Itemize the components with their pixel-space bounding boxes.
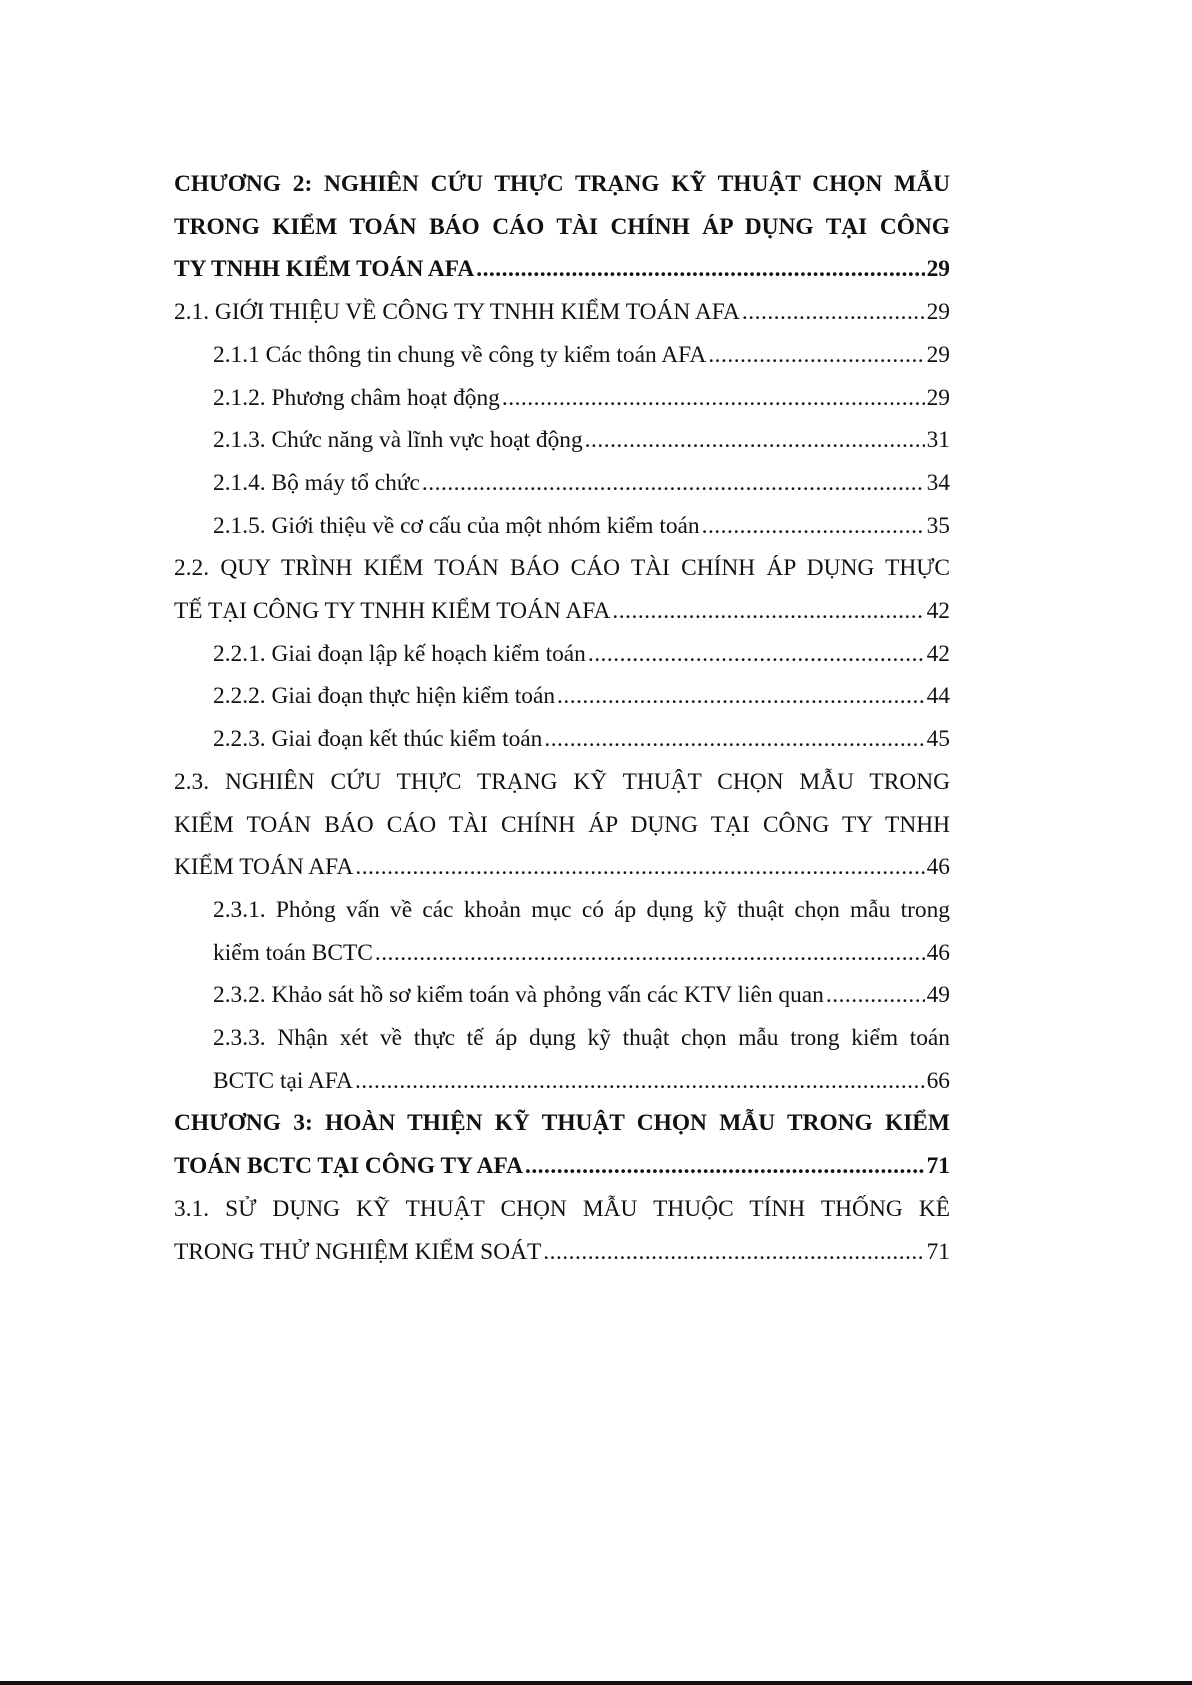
toc-entry-last-line <box>213 377 950 420</box>
toc-entry-last-line <box>213 419 950 462</box>
toc-entry[interactable] <box>213 675 950 718</box>
toc-entry-last-line <box>174 590 950 633</box>
toc-entry-last-line <box>213 334 950 377</box>
toc-entry[interactable] <box>174 291 950 334</box>
toc-entry-title-line: CHƯƠNG 2: NGHIÊN CỨU THỰC TRẠNG KỸ THUẬT CHỌN MẪU <box>174 171 950 197</box>
toc-entry-title: 2.1.2. Phương châm hoạt động <box>213 384 500 411</box>
page-bottom-rule <box>0 1681 1192 1685</box>
toc-entry-last-line <box>213 974 950 1017</box>
toc-entry-title: BCTC tại AFA <box>213 1067 353 1094</box>
toc-entry-title-line: 3.1. SỬ DỤNG KỸ THUẬT CHỌN MẪU THUỘC TÍNH THỐNG KÊ <box>174 1195 950 1222</box>
toc-entry-title-line: 2.3. NGHIÊN CỨU THỰC TRẠNG KỸ THUẬT CHỌN MẪU TRONG <box>174 768 950 795</box>
toc-entry-last-line <box>213 633 950 676</box>
toc-entry-page-number: 29 <box>926 384 950 411</box>
toc-entry-page-number: 71 <box>926 1238 950 1265</box>
dot-leader <box>826 974 925 1017</box>
toc-entry-title: 2.2.3. Giai đoạn kết thúc kiểm toán <box>213 726 543 753</box>
dot-leader <box>525 1145 925 1188</box>
toc-entry[interactable] <box>213 334 950 377</box>
toc-entry-title: KIỂM TOÁN AFA <box>174 854 354 881</box>
toc-entry-page-number: 29 <box>926 299 950 326</box>
toc-entry[interactable] <box>174 761 950 889</box>
toc-entry-page-number: 29 <box>926 256 950 283</box>
dot-leader <box>544 718 924 761</box>
dot-leader <box>708 334 924 377</box>
toc-entry-last-line <box>174 846 950 889</box>
toc-entry-title-line: 2.3.1. Phỏng vấn về các khoản mục có áp dụng kỹ thuật chọn mẫu trong <box>213 896 950 923</box>
toc-entry-last-line <box>213 505 950 548</box>
toc-entry-title: 2.1.5. Giới thiệu về cơ cấu của một nhóm kiểm toán <box>213 512 700 539</box>
toc-entry-title: TRONG THỬ NGHIỆM KIỂM SOÁT <box>174 1238 542 1265</box>
toc-entry[interactable] <box>213 718 950 761</box>
toc-entry-title: 2.3.2. Khảo sát hồ sơ kiểm toán và phỏng vấn các KTV liên quan <box>213 982 824 1009</box>
dot-leader <box>476 248 924 291</box>
toc-entry-title: 2.1. GIỚI THIỆU VỀ CÔNG TY TNHH KIỂM TOÁN AFA <box>174 299 740 326</box>
toc-entry[interactable] <box>174 1102 950 1187</box>
toc-entry-page-number: 71 <box>926 1153 950 1180</box>
toc-entry-last-line <box>213 718 950 761</box>
toc-entry-page-number: 45 <box>926 726 950 753</box>
toc-entry-title: TY TNHH KIỂM TOÁN AFA <box>174 256 475 283</box>
toc-entry-title-line: 2.3.3. Nhận xét về thực tế áp dụng kỹ thuật chọn mẫu trong kiểm toán <box>213 1025 950 1052</box>
toc-entry-page-number: 46 <box>926 854 950 881</box>
table-of-contents <box>174 163 950 1273</box>
toc-entry-title: TOÁN BCTC TẠI CÔNG TY AFA <box>174 1153 523 1180</box>
toc-entry[interactable] <box>213 377 950 420</box>
toc-entry-title: 2.1.3. Chức năng và lĩnh vực hoạt động <box>213 427 583 454</box>
toc-entry-title: 2.2.2. Giai đoạn thực hiện kiểm toán <box>213 683 556 710</box>
toc-entry-page-number: 42 <box>926 598 950 625</box>
toc-entry[interactable] <box>174 1188 950 1273</box>
dot-leader <box>355 846 924 889</box>
toc-entry-page-number: 49 <box>926 982 950 1009</box>
toc-entry[interactable] <box>213 633 950 676</box>
toc-entry-page-number: 46 <box>926 939 950 966</box>
toc-entry[interactable] <box>213 505 950 548</box>
dot-leader <box>502 377 925 420</box>
toc-entry-last-line <box>174 248 950 291</box>
toc-entry[interactable] <box>174 163 950 291</box>
toc-entry-page-number: 29 <box>926 341 950 368</box>
toc-entry-last-line <box>174 1231 950 1274</box>
toc-entry-last-line <box>213 932 950 975</box>
toc-entry-last-line <box>213 462 950 505</box>
toc-entry-page-number: 66 <box>926 1067 950 1094</box>
dot-leader <box>585 419 925 462</box>
toc-entry-page-number: 35 <box>926 512 950 539</box>
dot-leader <box>612 590 924 633</box>
dot-leader <box>742 291 925 334</box>
toc-entry-last-line <box>174 291 950 334</box>
toc-entry-page-number: 44 <box>926 683 950 710</box>
toc-entry-title-line: CHƯƠNG 3: HOÀN THIỆN KỸ THUẬT CHỌN MẪU TRONG KIỂM <box>174 1110 950 1137</box>
toc-entry[interactable] <box>213 889 950 974</box>
dot-leader <box>422 462 925 505</box>
toc-entry-title: 2.2.1. Giai đoạn lập kế hoạch kiểm toán <box>213 640 586 667</box>
toc-entry-title-line: 2.2. QUY TRÌNH KIỂM TOÁN BÁO CÁO TÀI CHÍNH ÁP DỤNG THỰC <box>174 555 950 582</box>
toc-entry-page-number: 31 <box>926 427 950 454</box>
toc-entry-title: TẾ TẠI CÔNG TY TNHH KIỂM TOÁN AFA <box>174 598 611 625</box>
dot-leader <box>588 633 925 676</box>
toc-entry[interactable] <box>213 419 950 462</box>
dot-leader <box>557 675 925 718</box>
dot-leader <box>543 1231 924 1274</box>
toc-entry-title: 2.1.4. Bộ máy tổ chức <box>213 469 420 496</box>
toc-entry[interactable] <box>213 974 950 1017</box>
toc-entry[interactable] <box>213 1017 950 1102</box>
toc-entry-page-number: 42 <box>926 640 950 667</box>
toc-entry-title: kiểm toán BCTC <box>213 939 373 966</box>
toc-entry-title-line: KIỂM TOÁN BÁO CÁO TÀI CHÍNH ÁP DỤNG TẠI CÔNG TY TNHH <box>174 811 950 838</box>
toc-entry-title-line: TRONG KIỂM TOÁN BÁO CÁO TÀI CHÍNH ÁP DỤNG TẠI CÔNG <box>174 213 950 240</box>
dot-leader <box>375 932 925 975</box>
toc-entry[interactable] <box>213 462 950 505</box>
toc-entry-last-line <box>213 1060 950 1103</box>
toc-entry-title: 2.1.1 Các thông tin chung về công ty kiểm toán AFA <box>213 341 707 368</box>
dot-leader <box>355 1060 925 1103</box>
toc-entry-last-line <box>213 675 950 718</box>
dot-leader <box>702 505 925 548</box>
toc-entry[interactable] <box>174 547 950 632</box>
toc-entry-page-number: 34 <box>926 469 950 496</box>
toc-entry-last-line <box>174 1145 950 1188</box>
